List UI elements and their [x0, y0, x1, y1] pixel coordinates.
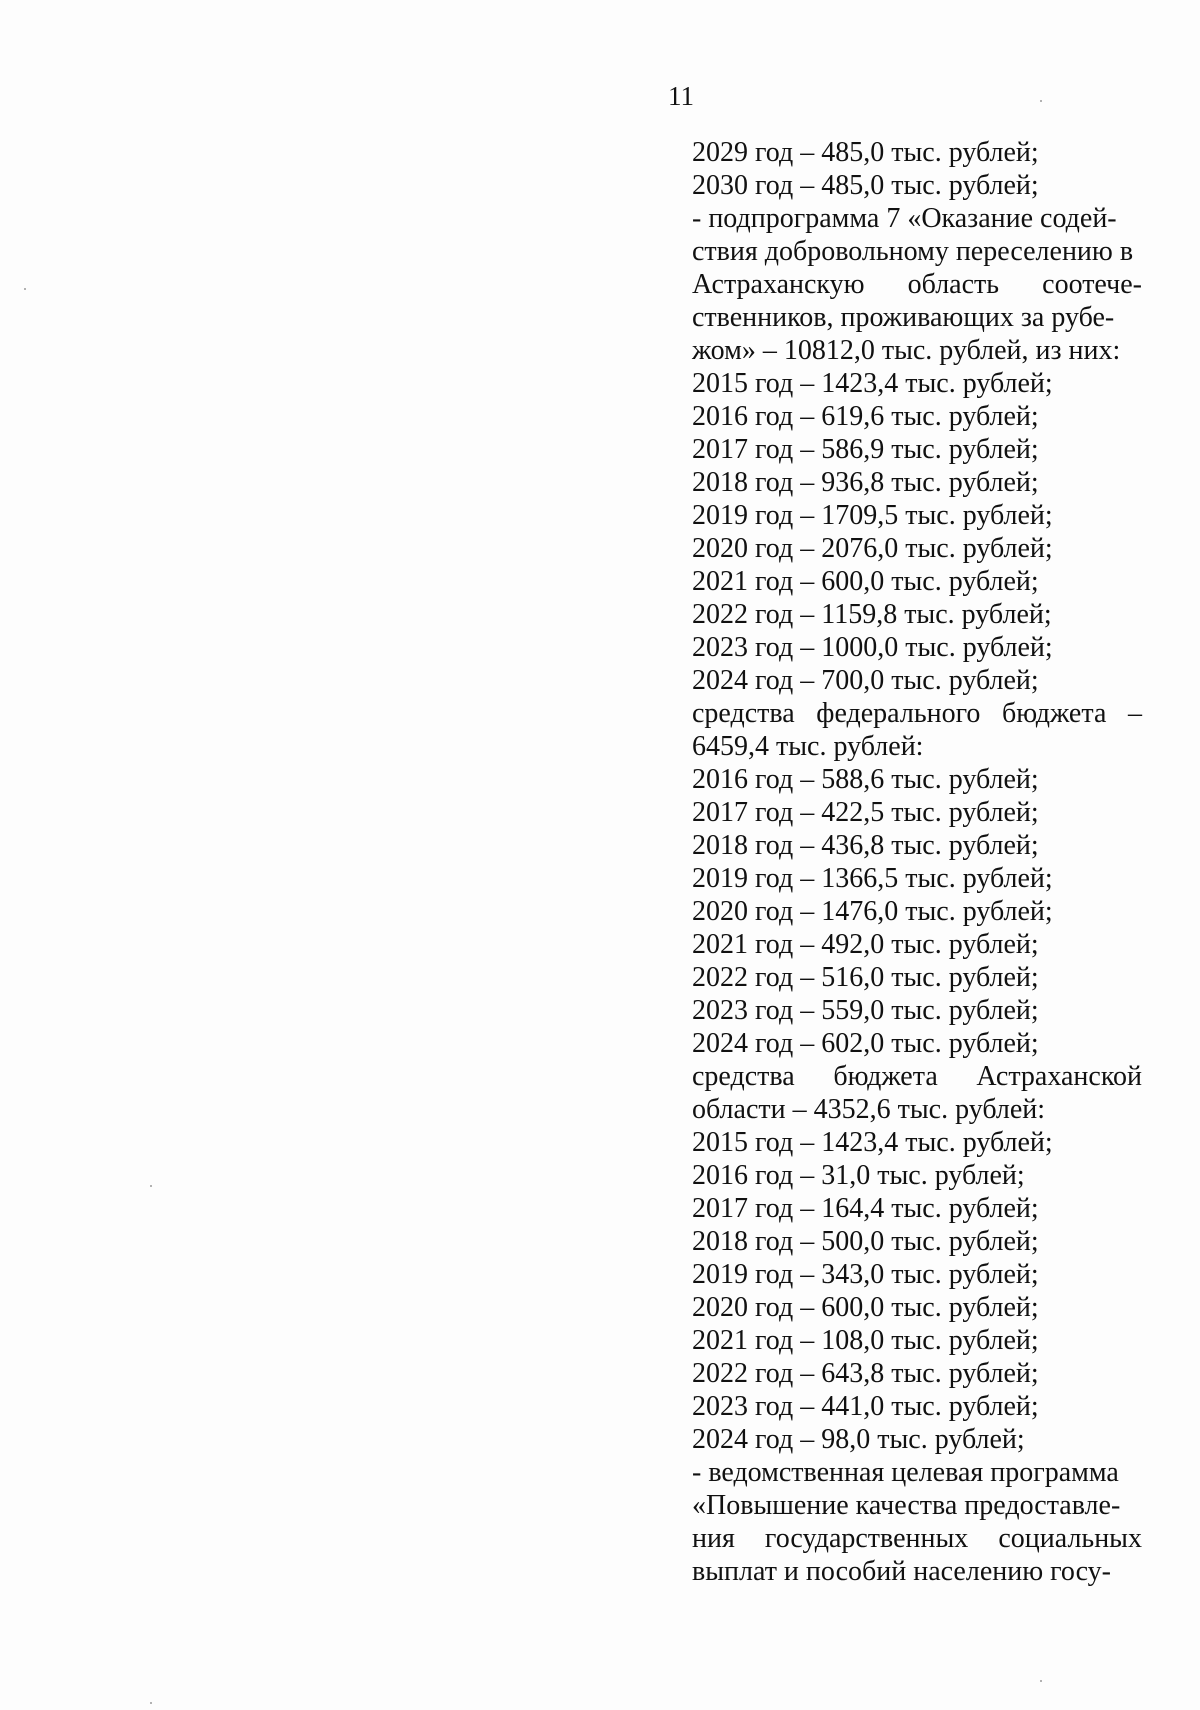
text-word: соотече- [1042, 269, 1142, 300]
text-word: федерального [816, 698, 981, 729]
text-word: – [1127, 698, 1142, 729]
text-line: области – 4352,6 тыс. рублей: [692, 1094, 1046, 1125]
text-line: 6459,4 тыс. рублей: [692, 731, 924, 762]
text-line: - подпрограмма 7 «Оказание содей- [692, 203, 1117, 234]
text-line: 2024 год – 700,0 тыс. рублей; [692, 665, 1039, 696]
text-line: 2016 год – 588,6 тыс. рублей; [692, 764, 1039, 795]
text-line: 2021 год – 492,0 тыс. рублей; [692, 929, 1039, 960]
text-line [692, 1060, 1142, 1093]
text-line [692, 268, 1142, 301]
text-line: 2023 год – 1000,0 тыс. рублей; [692, 632, 1053, 663]
text-word: социальных [998, 1523, 1142, 1554]
text-word: бюджета [1001, 698, 1107, 729]
text-word: средства [692, 1061, 795, 1092]
text-word: ния [692, 1523, 735, 1554]
text-word: Астраханскую [692, 269, 865, 300]
scan-speck [24, 288, 26, 290]
text-line: 2024 год – 98,0 тыс. рублей; [692, 1424, 1025, 1455]
text-line: 2022 год – 516,0 тыс. рублей; [692, 962, 1039, 993]
text-word: область [907, 269, 1000, 300]
text-line: «Повышение качества предоставле- [692, 1490, 1121, 1521]
scan-speck [150, 1185, 152, 1187]
scan-speck [150, 1702, 152, 1704]
text-line: 2015 год – 1423,4 тыс. рублей; [692, 368, 1053, 399]
text-line: жом» – 10812,0 тыс. рублей, из них: [692, 335, 1121, 366]
text-line: 2030 год – 485,0 тыс. рублей; [692, 170, 1039, 201]
text-line: ственников, проживающих за рубе- [692, 302, 1115, 333]
text-word: государственных [764, 1523, 969, 1554]
text-line: 2018 год – 436,8 тыс. рублей; [692, 830, 1039, 861]
scan-speck [1040, 100, 1042, 102]
text-line: 2018 год – 936,8 тыс. рублей; [692, 467, 1039, 498]
text-line [692, 697, 1142, 730]
text-line: 2022 год – 643,8 тыс. рублей; [692, 1358, 1039, 1389]
text-line: 2018 год – 500,0 тыс. рублей; [692, 1226, 1039, 1257]
page-number: 11 [668, 81, 694, 111]
text-line: 2016 год – 619,6 тыс. рублей; [692, 401, 1039, 432]
text-word: средства [692, 698, 795, 729]
text-line: - ведомственная целевая программа [692, 1457, 1119, 1488]
text-word: бюджета [833, 1061, 938, 1092]
text-line: 2017 год – 422,5 тыс. рублей; [692, 797, 1039, 828]
text-line: 2017 год – 586,9 тыс. рублей; [692, 434, 1039, 465]
text-line: 2016 год – 31,0 тыс. рублей; [692, 1160, 1025, 1191]
text-line: 2020 год – 600,0 тыс. рублей; [692, 1292, 1039, 1323]
text-line: 2023 год – 559,0 тыс. рублей; [692, 995, 1039, 1026]
scan-speck [1040, 1680, 1042, 1682]
text-line: 2022 год – 1159,8 тыс. рублей; [692, 599, 1052, 630]
text-line: выплат и пособий населению госу- [692, 1556, 1112, 1587]
text-line: 2021 год – 600,0 тыс. рублей; [692, 566, 1039, 597]
text-line: 2020 год – 1476,0 тыс. рублей; [692, 896, 1053, 927]
text-line: 2023 год – 441,0 тыс. рублей; [692, 1391, 1039, 1422]
text-line: ствия добровольному переселению в [692, 236, 1134, 267]
text-line: 2029 год – 485,0 тыс. рублей; [692, 137, 1039, 168]
body-text [692, 136, 1142, 1588]
text-word: Астраханской [976, 1061, 1142, 1092]
text-line: 2019 год – 1709,5 тыс. рублей; [692, 500, 1053, 531]
text-line: 2021 год – 108,0 тыс. рублей; [692, 1325, 1039, 1356]
text-line: 2019 год – 1366,5 тыс. рублей; [692, 863, 1053, 894]
text-line: 2024 год – 602,0 тыс. рублей; [692, 1028, 1039, 1059]
text-line [692, 1522, 1142, 1555]
text-line: 2020 год – 2076,0 тыс. рублей; [692, 533, 1053, 564]
text-line: 2015 год – 1423,4 тыс. рублей; [692, 1127, 1053, 1158]
text-line: 2017 год – 164,4 тыс. рублей; [692, 1193, 1039, 1224]
text-line: 2019 год – 343,0 тыс. рублей; [692, 1259, 1039, 1290]
